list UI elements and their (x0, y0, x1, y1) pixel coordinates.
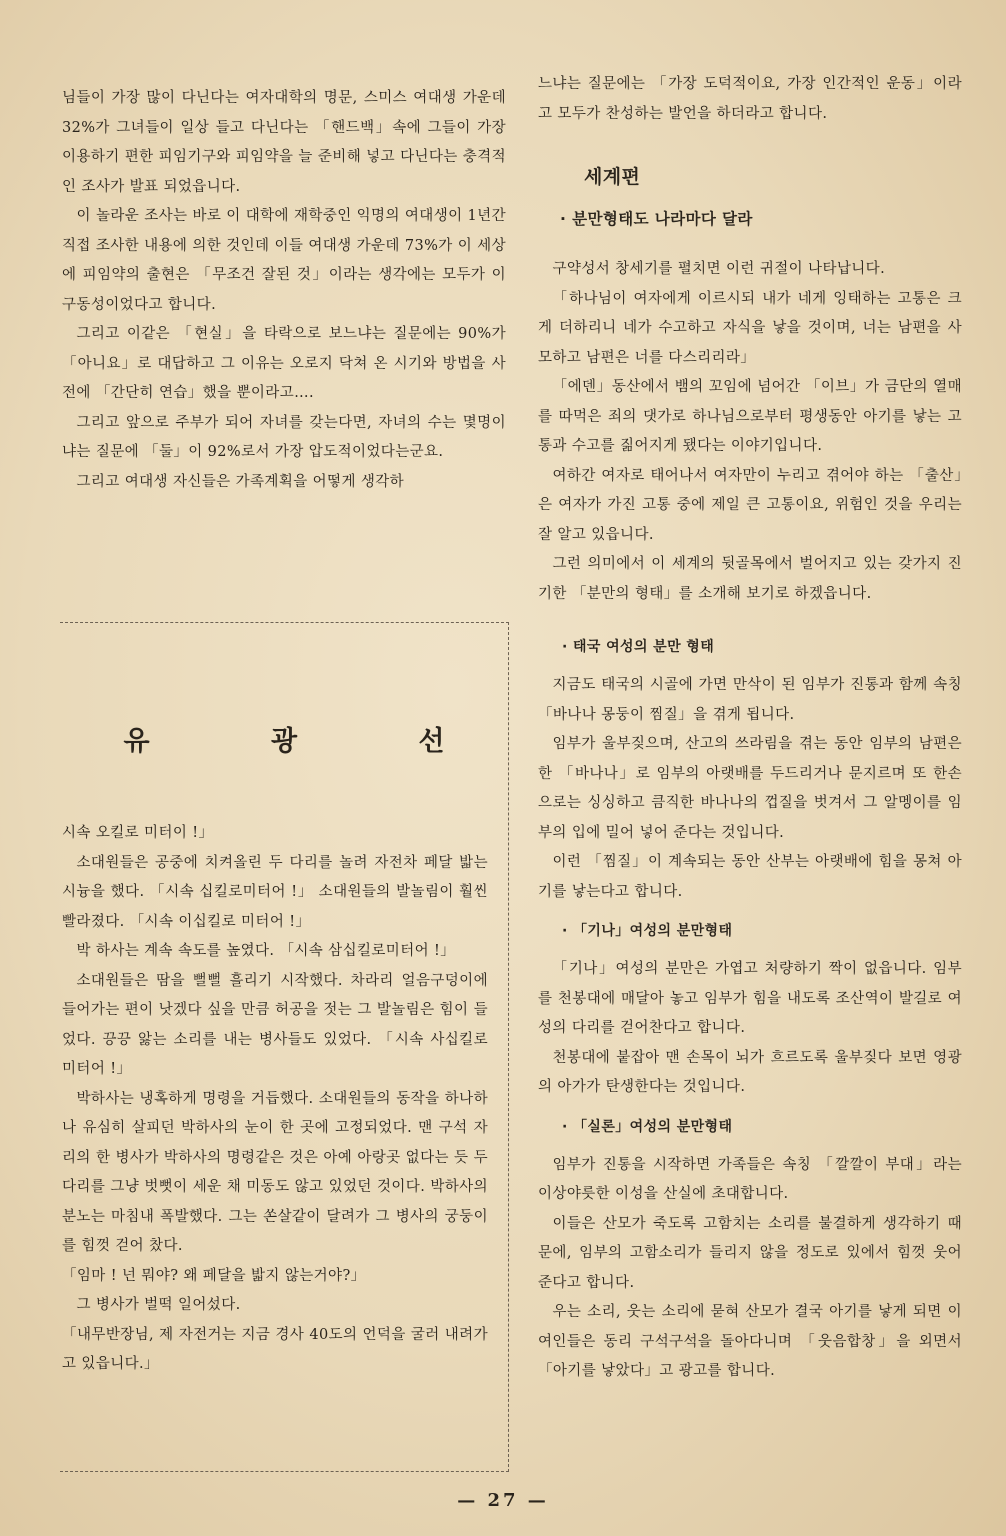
story-paragraph: 박하사는 냉혹하게 명령을 거듭했다. 소대원들의 동작을 하나하나 유심히 살피던 박하사의 눈이 한 곳에 고정되었다. 맨 구석 자리의 한 병사가 박하사의 명령같은 것은 아예 아랑곳 없다는 듯 두 다리를 그냥 벗뻣이 세운 채 미동도 않고 있었던 것이다. 박하사의 분노는 마침내 폭발했다. 그는 쏜살같이 달려가 그 병사의 궁둥이를 힘껏 걷어 찼다. (62, 1090, 488, 1254)
article-paragraph: 임부가 진통을 시작하면 가족들은 속칭 「깔깔이 부대」라는 이상야릇한 이성을 산실에 초대합니다. (538, 1156, 962, 1202)
story-paragraph: 시속 오킬로 미터이 !」 (62, 825, 214, 841)
story-text (62, 819, 488, 1380)
article-paragraph: 우는 소리, 웃는 소리에 묻혀 산모가 결국 아기를 낳게 되면 이 여인들은 동리 구석구석을 돌아다니며 「웃음합창」을 외면서 「아기를 낳았다」고 광고를 합니다. (538, 1304, 962, 1379)
section-title: 세계편 (584, 166, 641, 188)
story-paragraph: 「임마 ! 넌 뭐야? 왜 페달을 밟지 않는거야?」 (62, 1267, 366, 1284)
article-paragraph: 그런 의미에서 이 세계의 뒷골목에서 벌어지고 있는 갖가지 진기한 「분만의 형태」를 소개해 보기로 하겠읍니다. (538, 556, 962, 602)
article-paragraph: 구약성서 창세기를 펼치면 이런 귀절이 나타납니다. (552, 261, 886, 277)
article-paragraph: 여하간 여자로 태어나서 여자만이 누리고 겪어야 하는 「출산」은 여자가 가진 고통 중에 제일 큰 고통이요, 위험인 것을 우리는 잘 알고 있읍니다. (538, 467, 962, 543)
right-column (538, 70, 962, 1387)
story-paragraph: 소대원들은 공중에 치켜올린 두 다리를 놀려 자전차 페달 밟는 시늉을 했다. 「시속 십킬로미터어 !」 소대원들의 발놀림이 훨씬 빨라졌다. 「시속 이십킬로 미터어 !」 (62, 854, 488, 930)
article-paragraph: 이들은 산모가 죽도록 고함치는 소리를 불결하게 생각하기 때문에, 임부의 고함소리가 들리지 않을 정도로 있에서 힘껏 웃어 준다고 합니다. (538, 1215, 962, 1291)
article-paragraph: 「기나」여성의 분만은 가엽고 처량하기 짝이 없읍니다. 임부를 천봉대에 매달아 놓고 임부가 힘을 내도록 조산역이 발길로 여성의 다리를 걷어찬다고 합니다. (538, 961, 962, 1036)
article-paragraph: 임부가 울부짖으며, 산고의 쓰라림을 겪는 동안 임부의 남편은 한 「바나나」로 임부의 아랫배를 두드리거나 문지르며 또 한손으로는 싱싱하고 큼직한 바나나의 껍질을 벗겨서 그 알멩이를 임부의 입에 밀어 넣어 준다는 것입니다. (538, 736, 962, 841)
section-subtitle: · 분만형태도 나라마다 달라 (560, 205, 962, 233)
story-paragraph: 그 병사가 벌떡 일어섰다. (76, 1297, 241, 1313)
story-paragraph: 「내무반장님, 제 자전거는 지금 경사 40도의 언덕을 굴러 내려가고 있읍니다.」 (62, 1326, 488, 1372)
subsection-heading: · 태국 여성의 분만 형태 (562, 633, 962, 661)
article-paragraph: 그리고 여대생 자신들은 가족계획을 어떻게 생각하 (76, 473, 405, 490)
left-column (62, 84, 506, 497)
article-paragraph: 이 놀라운 조사는 바로 이 대학에 재학중인 익명의 여대생이 1년간 직접 조사한 내용에 의한 것인데 이들 여대생 가운데 73%가 이 세상에 피임약의 출현은 「무조건 잘된 것」이라는 생각에는 모두가 이구동성이었다고 합니다. (62, 208, 506, 313)
article-paragraph: 천봉대에 붙잡아 맨 손목이 뇌가 흐르도록 울부짖다 보면 영광의 아가가 탄생한다는 것입니다. (538, 1049, 962, 1095)
article-paragraph: 느냐는 질문에는 「가장 도덕적이요, 가장 인간적인 운동」이라고 모두가 찬성하는 발언을 하더라고 합니다. (538, 76, 962, 122)
article-paragraph: 「하나님이 여자에게 이르시되 내가 네게 잉태하는 고통은 크게 더하리니 네가 수고하고 자식을 낳을 것이며, 너는 남편을 사모하고 남편은 너를 다스리리라」 (538, 290, 962, 366)
article-paragraph: 이런 「찜질」이 계속되는 동안 산부는 아랫배에 힘을 몽쳐 아기를 낳는다고 합니다. (538, 854, 962, 900)
article-paragraph: 「에덴」동산에서 뱀의 꼬임에 넘어간 「이브」가 금단의 열매를 따먹은 죄의 댓가로 하나님으로부터 평생동안 아기를 낳는 고통과 수고를 짊어지게 됐다는 이야기입니다. (538, 379, 962, 454)
subsection-heading: · 「기나」여성의 분만형태 (562, 917, 962, 945)
page-number: — 27 — (457, 1490, 549, 1511)
story-author-title: 유 광 선 (123, 726, 501, 757)
story-paragraph: 소대원들은 땀을 뻘뻘 흘리기 시작했다. 차라리 얼음구덩이에 들어가는 편이 낫겠다 싶을 만큼 허공을 젓는 그 발놀림은 힘이 들었다. 끙끙 앓는 소리를 내는 병사들도 있었다. 「시속 사십킬로 미터어 !」 (62, 972, 488, 1077)
article-paragraph: 그리고 이같은 「현실」을 타락으로 보느냐는 질문에는 90%가 「아니요」로 대답하고 그 이유는 오로지 닥쳐 온 시기와 방법을 사전에 「간단히 연습」했을 뿐이라고…. (62, 326, 506, 401)
subsection-heading: · 「실론」여성의 분만형태 (562, 1113, 962, 1141)
story-paragraph: 박 하사는 계속 속도를 높였다. 「시속 삼십킬로미터어 !」 (76, 943, 456, 959)
article-paragraph: 지금도 태국의 시골에 가면 만삭이 된 임부가 진통과 함께 속칭「바나나 몽둥이 찜질」을 겪게 됩니다. (538, 677, 962, 723)
article-paragraph: 님들이 가장 많이 다닌다는 여자대학의 명문, 스미스 여대생 가운데 32%가 그녀들이 일상 들고 다닌다는 「핸드백」속에 그들이 가장 이용하기 편한 피임기구와 피임약을 늘 준비해 넣고 다닌다는 충격적인 조사가 발표 되었읍니다. (62, 90, 506, 195)
short-story-box (60, 622, 509, 1472)
article-paragraph: 그리고 앞으로 주부가 되어 자녀를 갖는다면, 자녀의 수는 몇명이냐는 질문에 「둘」이 92%로서 가장 압도적이었다는군요. (62, 414, 506, 460)
